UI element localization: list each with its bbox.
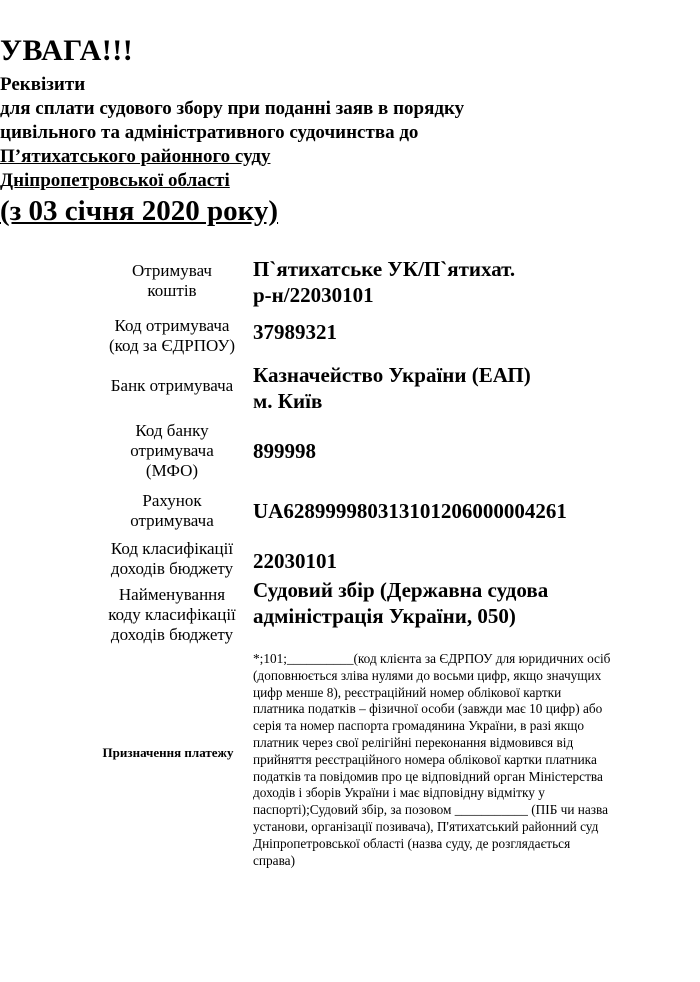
account-label-line1: Рахунок — [142, 491, 202, 510]
bank-value-line2: м. Київ — [253, 389, 323, 413]
classification-name-label-line3: доходів бюджету — [110, 625, 234, 644]
bank-code-label-line2: отримувача — [130, 441, 214, 460]
payment-purpose-line: справа) — [253, 852, 296, 868]
payment-purpose-line: установи, організації позивача), П'ятихатський районний суд — [253, 818, 599, 834]
payment-purpose-line: серія та номер паспорта громадянина України, в разі якщо — [253, 718, 584, 734]
recipient-code-label-line2: (код за ЄДРПОУ) — [108, 336, 236, 355]
payment-purpose-line: платник через свої релігійні переконання відмовився від — [253, 734, 574, 750]
payment-purpose-line: паспорті);Судовий збір, за позовом ___________ (ПІБ чи назва — [253, 802, 609, 818]
payment-purpose-line: Дніпропетровської області (назва суду, де розглядається — [253, 835, 571, 851]
classification-code-value: 22030101 — [253, 549, 337, 573]
bank-code-value: 899998 — [253, 439, 316, 463]
classification-name-value — [253, 577, 548, 629]
classification-name-label-line2: коду класифікації — [108, 605, 236, 624]
header-line-purpose: для сплати судового збору при поданні заяв в порядку — [0, 98, 465, 119]
account-label-line2: отримувача — [130, 511, 214, 530]
warning-title: УВАГА!!! — [0, 34, 134, 67]
classification-code-label-line2: доходів бюджету — [110, 559, 234, 578]
recipient-value-line1: П`ятихатське УК/П`ятихат. — [253, 257, 516, 281]
header-line-procedure: цивільного та адміністративного судочинства до — [0, 122, 419, 143]
recipient-label-line1: Отримувач — [132, 261, 212, 280]
classification-code-label-line1: Код класифікації — [110, 539, 234, 558]
classification-name-value-line1: Судовий збір (Державна судова — [253, 578, 549, 602]
payment-purpose-line: *;101;__________(код клієнта за ЄДРПОУ для юридичних осіб — [253, 651, 611, 666]
bank-code-label — [82, 421, 262, 481]
effective-date: (з 03 січня 2020 року) — [0, 195, 279, 227]
classification-name-value-line2: адміністрація України, 050) — [253, 604, 516, 628]
bank-value — [253, 362, 531, 414]
payment-purpose-line: доходів і зборів України і має відповідну відмітку у — [253, 785, 545, 801]
payment-purpose-line: платника податків – фізичної особи (завжди має 10 цифр) або — [253, 701, 603, 717]
header-line-region: Дніпропетровської області — [0, 170, 230, 191]
payment-purpose-line: прийняття реєстраційного номера облікової картки платника — [253, 751, 597, 767]
bank-value-line1: Казначейство України (ЕАП) — [253, 363, 531, 387]
payment-purpose-text — [253, 651, 653, 869]
bank-code-label-line1: Код банку — [135, 421, 209, 440]
recipient-label — [82, 261, 262, 301]
account-value: UA628999980313101206000004261 — [253, 499, 567, 523]
payment-purpose-label: Призначення платежу — [102, 745, 234, 760]
header-line-requisites: Реквізити — [0, 74, 86, 95]
classification-code-label — [82, 539, 262, 579]
bank-label: Банк отримувача — [110, 376, 234, 395]
recipient-code-value: 37989321 — [253, 320, 337, 344]
header-line-court: П’ятихатського районного суду — [0, 146, 271, 167]
recipient-code-label-line1: Код отримувача — [114, 316, 230, 335]
account-label — [82, 491, 262, 531]
recipient-value-line2: р-н/22030101 — [253, 283, 374, 307]
classification-name-label — [82, 585, 262, 645]
bank-code-label-line3: (МФО) — [145, 461, 199, 480]
payment-purpose-line: податків та повідомив про це відповідний орган Міністерства — [253, 768, 603, 784]
payment-purpose-line: (доповнюється зліва нулями до восьми цифр, якщо значущих — [253, 667, 602, 683]
recipient-code-label — [82, 316, 262, 356]
recipient-value — [253, 256, 515, 308]
classification-name-label-line1: Найменування — [118, 585, 226, 604]
payment-purpose-line: цифр менше 8), реєстраційний номер облікової картки — [253, 684, 562, 700]
recipient-label-line2: коштів — [147, 281, 197, 300]
